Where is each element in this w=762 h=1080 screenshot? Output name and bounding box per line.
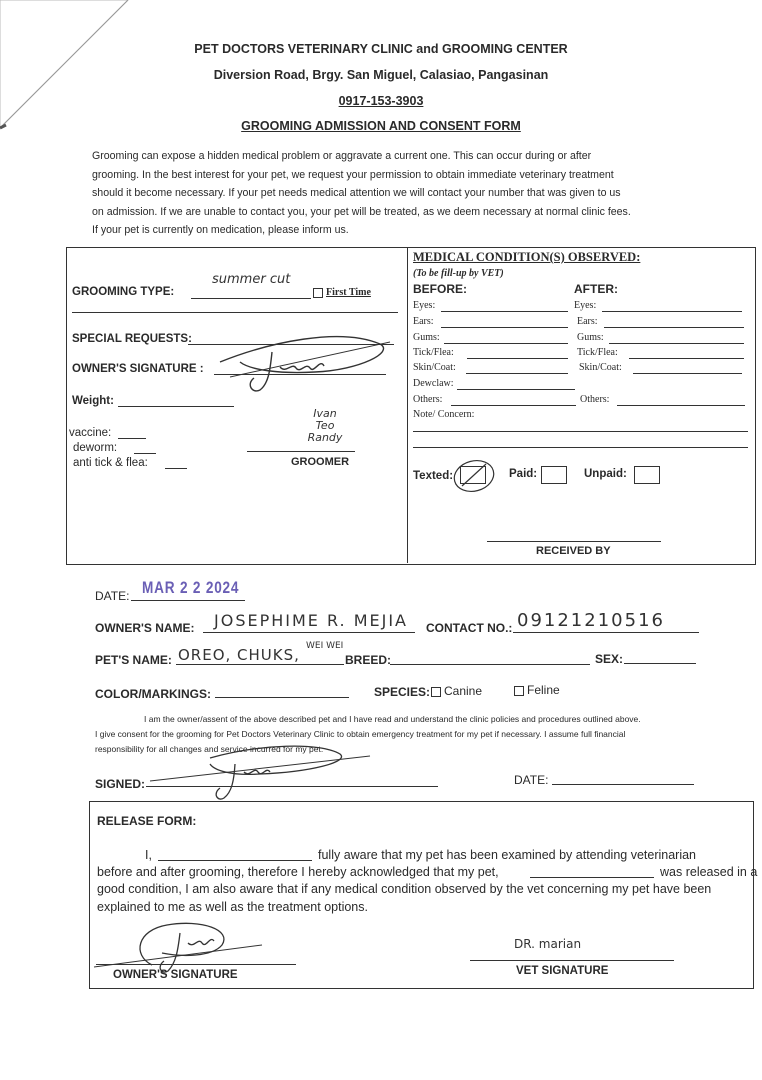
release-pet-name-line[interactable] xyxy=(530,877,654,878)
intro-paragraph xyxy=(92,147,702,240)
groomer-name: Ivan xyxy=(313,407,337,420)
release-owner-name-line[interactable] xyxy=(158,860,312,861)
before-skin-label: Skin/Coat: xyxy=(413,362,456,373)
breed-line[interactable] xyxy=(390,664,590,665)
consent-signature-scribble xyxy=(140,736,380,806)
after-gums-label: Gums: xyxy=(577,332,604,343)
pet-name-line[interactable] xyxy=(176,664,344,665)
before-skin-line[interactable] xyxy=(466,373,568,374)
release-owner-signature-label: OWNER'S SIGNATURE xyxy=(113,969,238,981)
release-text-4: explained to me as well as the treatment options. xyxy=(97,900,368,914)
grooming-extra-line xyxy=(72,312,398,313)
texted-check-mark xyxy=(444,456,504,500)
after-others-line[interactable] xyxy=(617,405,745,406)
clinic-address: Diversion Road, Brgy. San Miguel, Calasiao, Pangasinan xyxy=(213,68,549,82)
before-gums-line[interactable] xyxy=(444,343,568,344)
special-requests-label: SPECIAL REQUESTS: xyxy=(72,333,192,345)
release-text-1b: fully aware that my pet has been examined by attending veterinarian xyxy=(318,848,697,862)
intro-line: Grooming can expose a hidden medical problem or aggravate a current one. This can occur during or after xyxy=(92,150,592,162)
panel-divider xyxy=(407,247,408,563)
deworm-label: deworm: xyxy=(73,442,118,454)
after-tick-label: Tick/Flea: xyxy=(577,347,618,358)
signed-date-label: DATE: xyxy=(514,773,549,787)
unpaid-checkbox[interactable] xyxy=(634,466,660,484)
vet-name-handwritten: DR. marian xyxy=(514,937,582,951)
form-title: GROOMING ADMISSION AND CONSENT FORM xyxy=(241,119,521,133)
intro-line: on admission. If we are unable to contact you, your pet will be treated, as we deem necessary at normal clinic fees. xyxy=(92,205,631,218)
vet-signature-line[interactable] xyxy=(470,960,674,961)
first-time-checkbox[interactable] xyxy=(313,288,323,298)
clinic-phone: 0917-153-3903 xyxy=(338,94,424,108)
release-title: RELEASE FORM: xyxy=(97,814,197,828)
canine-checkbox[interactable] xyxy=(431,687,441,697)
unpaid-label: Unpaid: xyxy=(584,468,627,480)
owner-signature-label: OWNER'S SIGNATURE : xyxy=(72,363,204,375)
note-label: Note/ Concern: xyxy=(413,409,475,420)
after-ears-line[interactable] xyxy=(604,327,744,328)
groomer-line[interactable] xyxy=(247,451,355,452)
release-text-2b: was released in a xyxy=(660,865,758,879)
contact-value: 09121210516 xyxy=(517,610,665,631)
intro-line: should it become necessary. If your pet needs medical attention we will contact your number that was given to us xyxy=(92,187,621,199)
owner-name-label: OWNER'S NAME: xyxy=(95,621,195,635)
groomer-label: GROOMER xyxy=(291,456,350,468)
before-eyes-line[interactable] xyxy=(441,311,568,312)
first-time-label: First Time xyxy=(326,287,371,298)
first-time-option[interactable] xyxy=(313,287,371,298)
release-text-1a: I, xyxy=(145,848,152,862)
before-others-label: Others: xyxy=(413,394,443,405)
before-label: BEFORE: xyxy=(413,282,467,296)
note-line-1[interactable] xyxy=(413,431,748,432)
date-line[interactable] xyxy=(131,600,245,601)
before-dewclaw-label: Dewclaw: xyxy=(413,378,454,389)
before-ears-line[interactable] xyxy=(441,327,568,328)
deworm-line[interactable] xyxy=(134,453,156,454)
pet-name-label: PET'S NAME: xyxy=(95,653,172,667)
paid-label: Paid: xyxy=(509,468,538,480)
grooming-type-line xyxy=(191,298,311,299)
anti-tick-label: anti tick & flea: xyxy=(73,457,148,469)
breed-label: BREED: xyxy=(345,653,392,667)
before-gums-label: Gums: xyxy=(413,332,440,343)
after-eyes-label: Eyes: xyxy=(574,300,597,311)
sex-label: SEX: xyxy=(595,652,624,666)
color-markings-line[interactable] xyxy=(215,697,349,698)
color-markings-label: COLOR/MARKINGS: xyxy=(95,687,211,701)
owner-signature-scribble xyxy=(210,322,400,402)
date-label: DATE: xyxy=(95,589,130,603)
anti-tick-line[interactable] xyxy=(165,468,187,469)
canine-label: Canine xyxy=(444,684,483,698)
after-gums-line[interactable] xyxy=(609,343,744,344)
vet-signature-label: VET SIGNATURE xyxy=(516,965,609,977)
sex-line[interactable] xyxy=(624,663,696,664)
before-dewclaw-line[interactable] xyxy=(457,389,575,390)
pet-name-value: OREO, CHUKS, xyxy=(178,646,300,664)
intro-line: If your pet is currently on medication, please inform us. xyxy=(92,224,349,236)
before-others-line[interactable] xyxy=(451,405,576,406)
species-feline-option[interactable] xyxy=(514,683,560,697)
signed-label: SIGNED: xyxy=(95,777,146,791)
after-label: AFTER: xyxy=(574,282,618,296)
before-tick-line[interactable] xyxy=(467,358,568,359)
release-text-3: good condition, I am also aware that if any medical condition observed by the vet concerning my pet have been xyxy=(97,882,712,896)
signed-date-line[interactable] xyxy=(552,784,694,785)
species-canine-option[interactable] xyxy=(431,684,482,698)
paid-checkbox[interactable] xyxy=(541,466,567,484)
after-ears-label: Ears: xyxy=(577,316,598,327)
clinic-name: PET DOCTORS VETERINARY CLINIC and GROOMING CENTER xyxy=(194,42,568,56)
note-line-2[interactable] xyxy=(413,447,748,448)
weight-line[interactable] xyxy=(118,406,234,407)
contact-line[interactable] xyxy=(513,632,699,633)
contact-label: CONTACT NO.: xyxy=(426,621,513,635)
after-skin-line[interactable] xyxy=(633,373,742,374)
after-eyes-line[interactable] xyxy=(602,311,742,312)
before-ears-label: Ears: xyxy=(413,316,434,327)
vaccine-line[interactable] xyxy=(118,438,146,439)
grooming-type-value[interactable]: summer cut xyxy=(212,272,291,287)
before-tick-label: Tick/Flea: xyxy=(413,347,454,358)
release-owner-signature-line[interactable] xyxy=(96,964,296,965)
weight-label: Weight: xyxy=(72,395,114,407)
groomer-name: Randy xyxy=(307,431,343,444)
received-by-line[interactable] xyxy=(487,541,661,542)
grooming-type-label: GROOMING TYPE: xyxy=(72,286,175,298)
owner-name-line[interactable] xyxy=(203,632,415,633)
consent-line-1: I am the owner/assent of the above described pet and I have read and understand the clinic policies and procedures outlined above. xyxy=(144,714,641,724)
after-tick-line[interactable] xyxy=(629,358,744,359)
feline-label: Feline xyxy=(527,683,560,697)
groomer-name: Teo xyxy=(315,419,335,432)
medical-title: MEDICAL CONDITION(S) OBSERVED: xyxy=(413,250,641,264)
before-eyes-label: Eyes: xyxy=(413,300,436,311)
vaccine-label: vaccine: xyxy=(69,427,112,439)
consent-line-3: responsibility for all changes and service incurred for my pet. xyxy=(95,744,324,754)
intro-line: grooming. In the best interest for your pet, we request your permission to obtain immediate veterinary treatment xyxy=(92,168,614,181)
texted-label: Texted: xyxy=(413,470,454,482)
medical-subtitle: (To be fill-up by VET) xyxy=(413,268,504,279)
date-stamp: MAR 2 2 2024 xyxy=(142,578,240,597)
groomer-names xyxy=(305,408,345,444)
pet-name-extra: WEI WEI xyxy=(306,641,344,651)
received-by-label: RECEIVED BY xyxy=(536,545,611,557)
after-skin-label: Skin/Coat: xyxy=(579,362,622,373)
consent-line-2: I give consent for the grooming for Pet Doctors Veterinary Clinic to obtain emergency treatment for my pet if necessary. I assume full financial xyxy=(95,729,626,739)
owner-name-value: JOSEPHIME R. MEJIA xyxy=(214,611,408,630)
species-label: SPECIES: xyxy=(374,685,431,699)
after-others-label: Others: xyxy=(580,394,610,405)
release-text-2a: before and after grooming, therefore I hereby acknowledged that my pet, xyxy=(97,865,499,879)
feline-checkbox[interactable] xyxy=(514,686,524,696)
